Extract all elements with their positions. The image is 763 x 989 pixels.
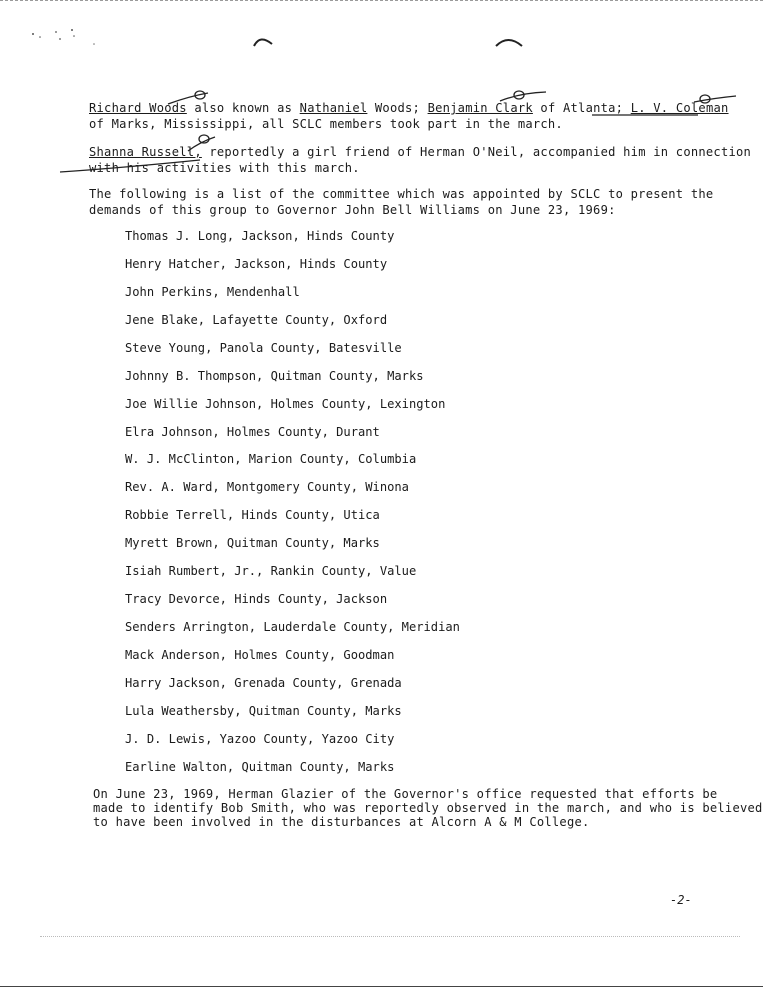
intro-line-1: Richard Woods also known as Nathaniel Woods; Benjamin Clark of Atlanta; L. V. Coleman (89, 101, 729, 115)
committee-intro-line-2: demands of this group to Governor John Bell Williams on June 23, 1969: (89, 203, 616, 217)
committee-member: Myrett Brown, Quitman County, Marks (125, 536, 380, 550)
committee-member: Jene Blake, Lafayette County, Oxford (125, 313, 388, 327)
closing-line-2: made to identify Bob Smith, who was reportedly observed in the march, and who is believed (93, 801, 763, 815)
committee-member: Senders Arrington, Lauderdale County, Meridian (125, 620, 460, 634)
committee-member: Thomas J. Long, Jackson, Hinds County (125, 229, 395, 243)
committee-member: Steve Young, Panola County, Batesville (125, 341, 402, 355)
committee-member: John Perkins, Mendenhall (125, 285, 300, 299)
committee-member: J. D. Lewis, Yazoo County, Yazoo City (125, 732, 395, 746)
scan-specks (30, 28, 100, 48)
committee-member: W. J. McClinton, Marion County, Columbia (125, 452, 417, 466)
name-nathaniel: Nathaniel (299, 101, 368, 115)
committee-member: Johnny B. Thompson, Quitman County, Marks (125, 369, 424, 383)
committee-member: Elra Johnson, Holmes County, Durant (125, 425, 380, 439)
committee-member: Tracy Devorce, Hinds County, Jackson (125, 592, 388, 606)
page-top-edge (0, 0, 763, 1)
punch-hole-mark-right (494, 34, 524, 58)
committee-member: Henry Hatcher, Jackson, Hinds County (125, 257, 388, 271)
name-shanna-russell: Shanna Russell, (89, 145, 202, 159)
committee-member: Joe Willie Johnson, Holmes County, Lexington (125, 397, 446, 411)
committee-member: Harry Jackson, Grenada County, Grenada (125, 676, 402, 690)
committee-intro-line-1: The following is a list of the committee which was appointed by SCLC to present the (89, 187, 714, 201)
name-lv-coleman: L. V. Coleman (630, 101, 729, 115)
closing-line-1: On June 23, 1969, Herman Glazier of the Governor's office requested that efforts be (93, 787, 718, 801)
committee-member: Robbie Terrell, Hinds County, Utica (125, 508, 380, 522)
committee-member: Isiah Rumbert, Jr., Rankin County, Value (125, 564, 417, 578)
shanna-line-2: with his activities with this march. (89, 161, 360, 175)
shanna-line-1: Shanna Russell, reportedly a girl friend of Herman O'Neil, accompanied him in connection (89, 145, 752, 159)
closing-line-3: to have been involved in the disturbances at Alcorn A & M College. (93, 815, 590, 829)
intro-line-2: of Marks, Mississippi, all SCLC members took part in the march. (89, 117, 563, 131)
punch-hole-mark-left (252, 32, 276, 56)
page-number: -2- (670, 893, 692, 907)
committee-member: Rev. A. Ward, Montgomery County, Winona (125, 480, 409, 494)
name-benjamin-clark: Benjamin Clark (427, 101, 533, 115)
committee-member: Lula Weathersby, Quitman County, Marks (125, 704, 402, 718)
name-richard-woods: Richard Woods (89, 101, 187, 115)
committee-member: Earline Walton, Quitman County, Marks (125, 760, 395, 774)
scan-artifact-line (40, 936, 740, 937)
committee-member: Mack Anderson, Holmes County, Goodman (125, 648, 395, 662)
page-bottom-edge (0, 986, 763, 987)
